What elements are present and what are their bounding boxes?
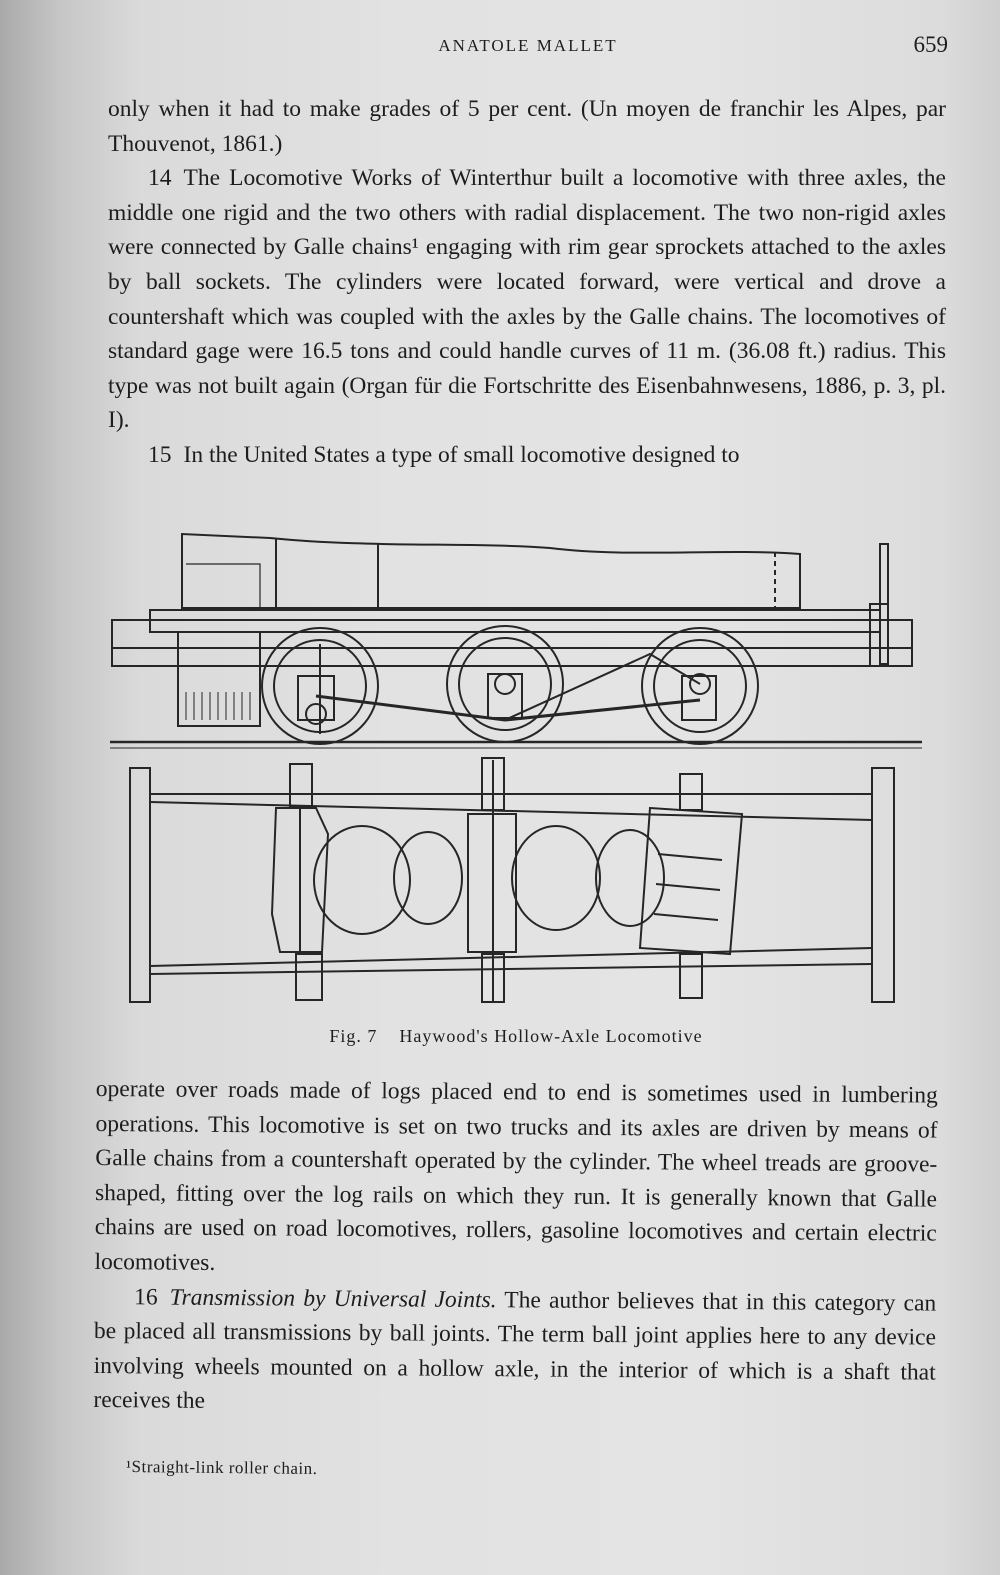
paragraph-text: In the United States a type of small locomotive designed to [183, 441, 740, 468]
body-text-bottom [93, 1072, 938, 1425]
paragraph-text: only when it had to make grades of 5 per cent. (Un moyen de franchir les Alpes, par Thouvenot, 1861.) [108, 96, 946, 157]
page-header [108, 30, 948, 66]
footnote: ¹Straight-link roller chain. [125, 1456, 318, 1479]
paragraph [94, 1072, 938, 1286]
paragraph [93, 1280, 936, 1425]
section-title: Transmission by Universal Joints. [169, 1284, 497, 1313]
paragraph [108, 92, 946, 161]
running-head: ANATOLE MALLET [438, 36, 618, 55]
paragraph [108, 438, 946, 473]
locomotive-drawing [110, 524, 922, 1006]
paragraph-text: The author believes that in this category can be placed all transmissions by ball joints. The term ball joint applies here to any device involving wheels mounted on a hollow axle, in the interior of which is a shaft that receives the [93, 1286, 937, 1415]
paragraph [108, 161, 946, 438]
paragraph-number: 14 [148, 165, 172, 192]
figure-label: Fig. 7 [329, 1026, 378, 1046]
paragraph-text: The Locomotive Works of Winterthur built a locomotive with three axles, the middle one rigid and the two others with radial displacement. The two non-rigid axles were connected by Galle chains¹ engaging with rim gear sprockets attached to the axles by ball sockets. The cylinders were located forward, were vertical and drove a countershaft which was coupled with the axles by the Galle chains. The locomotives of standard gage were 16.5 tons and could handle curves of 11 m. (36.08 ft.) radius. This type was not built again (Organ für die Fortschritte des Eisenbahnwesens, 1886, p. 3, pl. I). [108, 165, 946, 434]
body-text-top [108, 92, 946, 473]
paragraph-text: operate over roads made of logs placed end to end is sometimes used in lumbering operations. This locomotive is set on two trucks and its axles are driven by means of Galle chains from a countershaft operated by the cylinder. The wheel treads are groove-shaped, fitting over the log rails on which they run. It is generally known that Galle chains are used on road locomotives, rollers, gasoline locomotives and certain electric locomotives. [94, 1075, 938, 1276]
figure-caption [110, 1026, 922, 1047]
paragraph-number: 16 [134, 1283, 158, 1311]
locomotive-figure [110, 524, 922, 1006]
figure-caption-text: Haywood's Hollow-Axle Locomotive [399, 1026, 703, 1046]
page-number: 659 [913, 32, 948, 57]
paragraph-number: 15 [148, 441, 172, 468]
